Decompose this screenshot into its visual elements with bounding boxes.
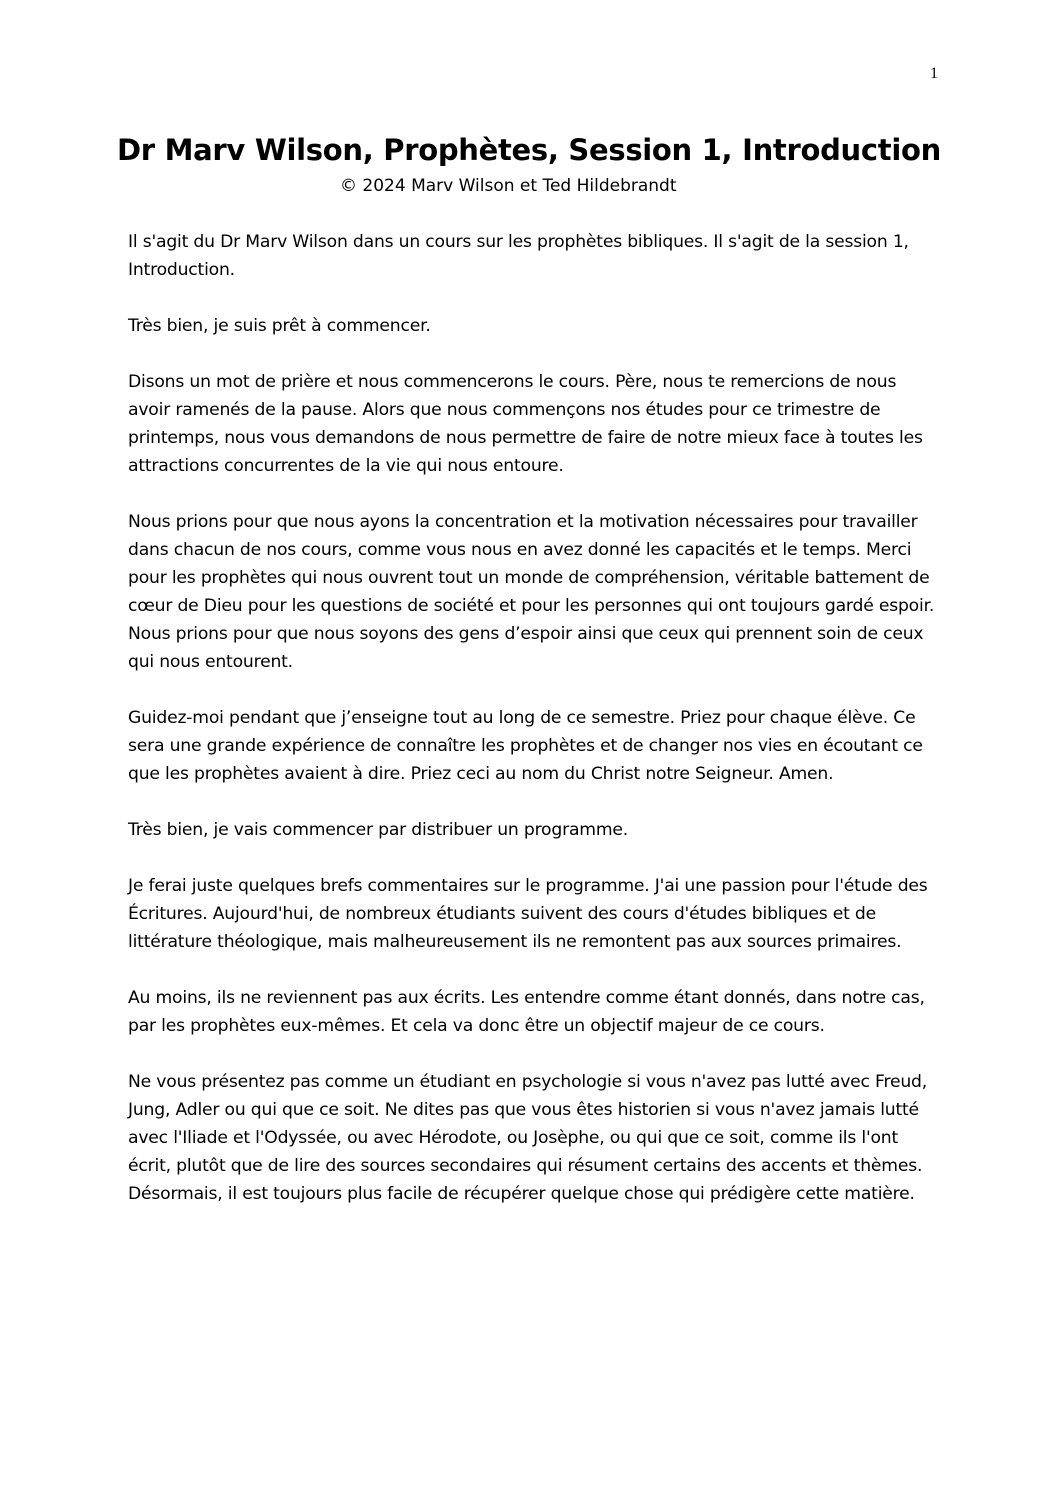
paragraph: Guidez-moi pendant que j’enseigne tout au long de ce semestre. Priez pour chaque élève. Ce sera une grande expérience de connaître les prophètes et de changer nos vies en écoutant ce que les prophètes avaient à dire. Priez ceci au nom du Christ notre Seigneur. Amen. (128, 708, 923, 784)
paragraph: Nous prions pour que nous ayons la concentration et la motivation nécessaires pour travailler dans chacun de nos cours, comme vous nous en avez donné les capacités et le temps. Merci pour les prophètes qui nous ouvrent tout un monde de compréhension, véritable battement de cœur de Dieu pour les questions de société et pour les personnes qui ont toujours gardé espoir. Nous prions pour que nous soyons des gens d’espoir ainsi que ceux qui prennent soin de ceux qui nous entourent. (128, 512, 935, 672)
paragraph: Disons un mot de prière et nous commencerons le cours. Père, nous te remercions de nous avoir ramenés de la pause. Alors que nous commençons nos études pour ce trimestre de printemps, nous vous demandons de nous permettre de faire de notre mieux face à toutes les attractions concurrentes de la vie qui nous entoure. (128, 372, 923, 476)
paragraph: Je ferai juste quelques brefs commentaires sur le programme. J'ai une passion pour l'étude des Écritures. Aujourd'hui, de nombreux étudiants suivent des cours d'études bibliques et de littérature théologique, mais malheureusement ils ne remontent pas aux sources primaires. (128, 876, 928, 952)
document-title: Dr Marv Wilson, Prophètes, Session 1, Introduction (117, 133, 941, 167)
paragraph: Très bien, je vais commencer par distribuer un programme. (128, 820, 629, 840)
copyright-line: © 2024 Marv Wilson et Ted Hildebrandt (340, 176, 677, 196)
paragraph: Il s'agit du Dr Marv Wilson dans un cours sur les prophètes bibliques. Il s'agit de la session 1, Introduction. (128, 232, 909, 280)
document-body (128, 228, 938, 1236)
paragraph: Au moins, ils ne reviennent pas aux écrits. Les entendre comme étant donnés, dans notre cas, par les prophètes eux-mêmes. Et cela va donc être un objectif majeur de ce cours. (128, 988, 925, 1036)
page-number: 1 (930, 65, 938, 82)
paragraph: Très bien, je suis prêt à commencer. (128, 316, 431, 336)
paragraph: Ne vous présentez pas comme un étudiant en psychologie si vous n'avez pas lutté avec Freud, Jung, Adler ou qui que ce soit. Ne dites pas que vous êtes historien si vous n'avez jamais lutté avec l'Iliade et l'Odyssée, ou avec Hérodote, ou Josèphe, ou qui que ce soit, comme ils l'ont écrit, plutôt que de lire des sources secondaires qui résument certains des accents et thèmes. Désormais, il est toujours plus facile de récupérer quelque chose qui prédigère cette matière. (128, 1072, 928, 1204)
